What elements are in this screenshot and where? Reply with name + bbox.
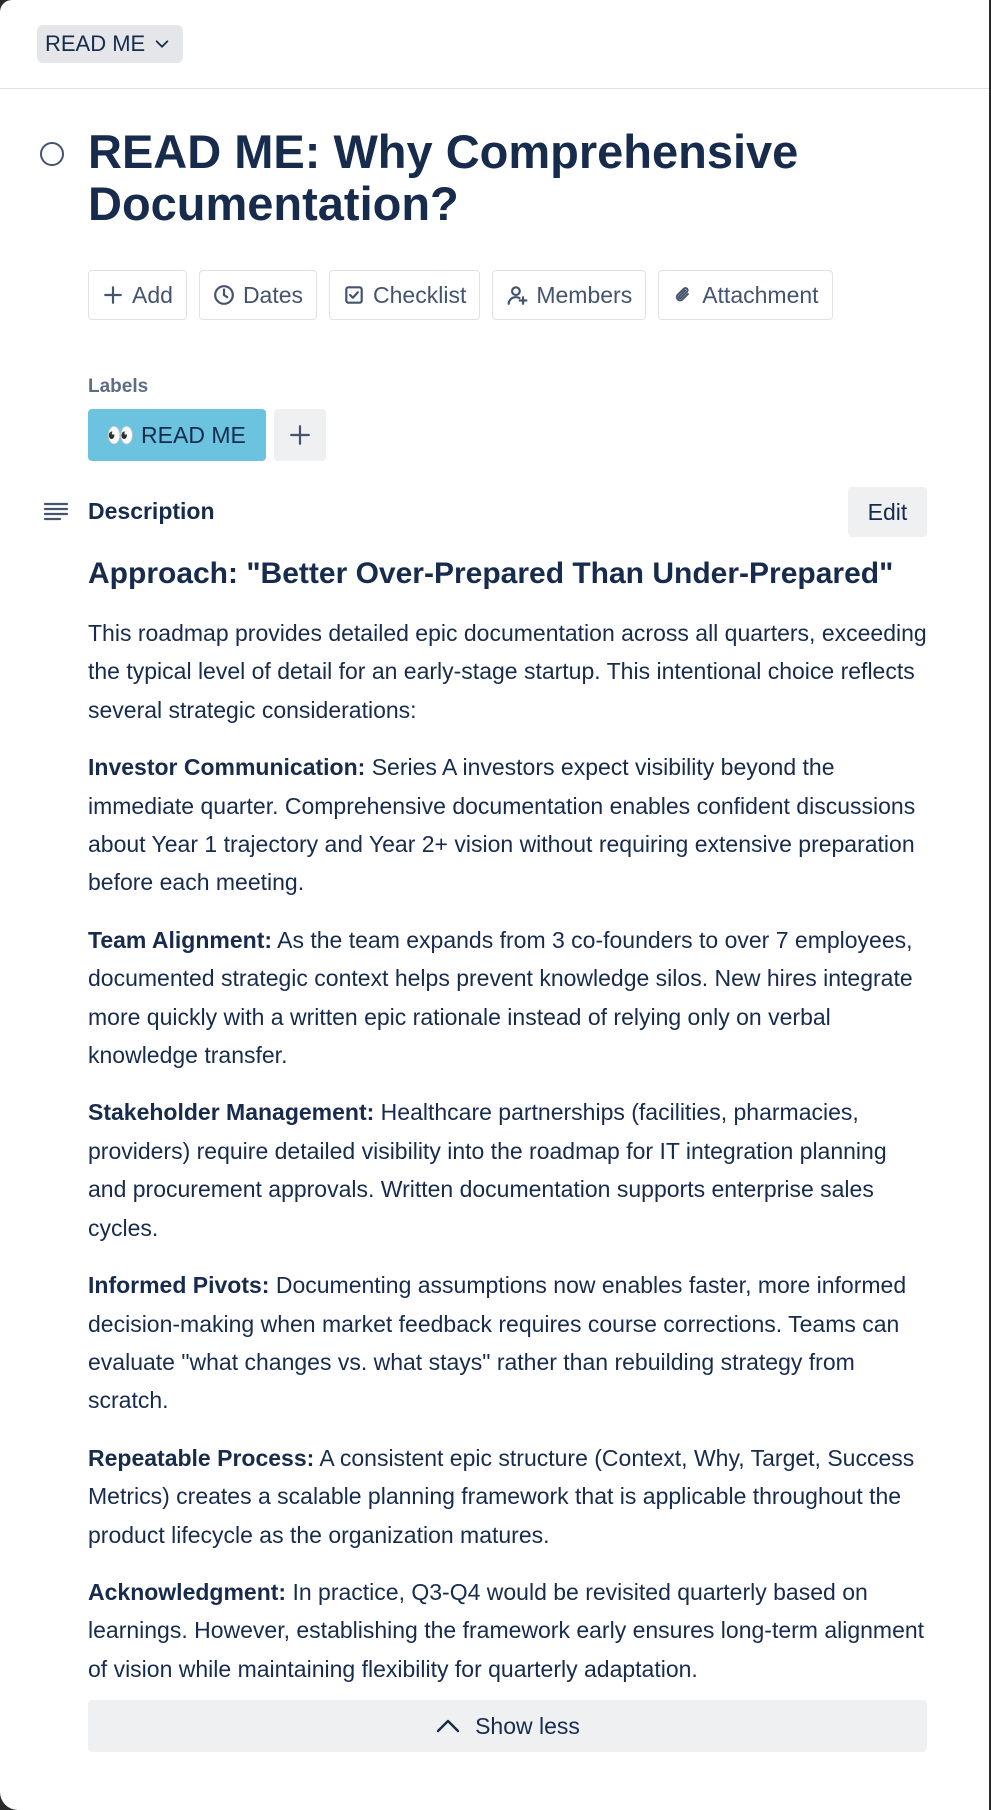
description-point <box>88 1573 930 1688</box>
members-button-label: Members <box>536 281 633 308</box>
show-less-label: Show less <box>475 1712 580 1739</box>
add-button-label: Add <box>132 281 173 308</box>
list-picker-label: READ ME <box>45 31 146 56</box>
dates-button[interactable] <box>199 270 317 320</box>
description-intro: This roadmap provides detailed epic documentation across all quarters, exceeding the typical level of detail for an early-stage startup. This intentional choice reflects several strategic considerations: <box>88 620 927 723</box>
description-lines-icon <box>42 500 70 524</box>
point-term: Acknowledgment: <box>88 1578 287 1605</box>
description-point <box>88 1266 930 1420</box>
clock-icon <box>213 284 235 306</box>
label-chip-read-me[interactable] <box>88 409 266 461</box>
point-term: Informed Pivots: <box>88 1272 270 1299</box>
plus-icon <box>289 424 311 446</box>
dialog-header <box>0 0 989 89</box>
chevron-down-icon <box>153 35 171 53</box>
point-term: Repeatable Process: <box>88 1444 315 1471</box>
point-text: Series A investors expect visibility beyond the immediate quarter. Comprehensive documentation enables confident discussions about Year 1 trajectory and Year 2+ vision without requiring extensive preparation before each meeting. <box>88 754 916 896</box>
description-content[interactable] <box>88 552 930 1707</box>
card-actions <box>88 270 833 320</box>
description-point <box>88 748 930 902</box>
point-text: Documenting assumptions now enables faster, more informed decision-making when market feedback requires course corrections. Teams can evaluate "what changes vs. what stays" rather than rebuilding strategy from scratch. <box>88 1272 907 1414</box>
attachment-button[interactable] <box>658 270 832 320</box>
description-point <box>88 1093 930 1247</box>
checklist-button[interactable] <box>329 270 480 320</box>
point-text: As the team expands from 3 co-founders to over 7 employees, documented strategic context helps prevent knowledge silos. New hires integrate more quickly with a written epic rationale instead of relying only on verbal knowledge transfer. <box>88 926 913 1069</box>
point-term: Team Alignment: <box>88 926 273 953</box>
attachment-button-label: Attachment <box>702 281 819 308</box>
dates-button-label: Dates <box>242 281 304 308</box>
point-text: In practice, Q3-Q4 would be revisited quarterly based on learnings. However, establishing the framework early ensures long-term alignment of vision while maintaining flexibility for quarterly adaptation. <box>88 1578 925 1682</box>
checklist-button-label: Checklist <box>373 281 467 308</box>
add-person-icon <box>506 284 528 306</box>
labels-row <box>88 409 326 461</box>
paperclip-icon <box>672 284 694 306</box>
dialog-corner <box>0 1792 18 1810</box>
chevron-up-icon <box>435 1717 461 1735</box>
card-title[interactable]: READ ME: Why Comprehensive Documentation? <box>88 125 799 230</box>
checkbox-icon <box>343 284 365 306</box>
description-point <box>88 921 930 1075</box>
description-title: Approach: "Better Over-Prepared Than Under-Prepared" <box>88 557 894 590</box>
show-less-button[interactable] <box>88 1700 927 1752</box>
edit-description-button[interactable]: Edit <box>848 487 927 537</box>
point-term: Investor Communication: <box>88 754 366 781</box>
point-term: Stakeholder Management: <box>88 1099 375 1126</box>
point-text: Healthcare partnerships (facilities, pharmacies, providers) require detailed visibility into the roadmap for IT integration planning and procurement approvals. Written documentation supports enterprise sales cycles. <box>88 1099 887 1241</box>
members-button[interactable] <box>492 270 646 320</box>
plus-icon <box>102 284 124 306</box>
complete-toggle[interactable] <box>40 142 64 166</box>
point-text: A consistent epic structure (Context, Why, Target, Success Metrics) creates a scalable planning framework that is applicable throughout the product lifecycle as the organization matures. <box>88 1444 915 1548</box>
add-label-button[interactable] <box>274 409 326 461</box>
label-chip-text: 👀 READ ME <box>106 421 246 448</box>
list-picker-button[interactable] <box>37 25 183 63</box>
description-heading: Description <box>88 498 215 524</box>
description-point <box>88 1439 930 1554</box>
add-button[interactable] <box>88 270 187 320</box>
labels-heading: Labels <box>88 376 149 397</box>
